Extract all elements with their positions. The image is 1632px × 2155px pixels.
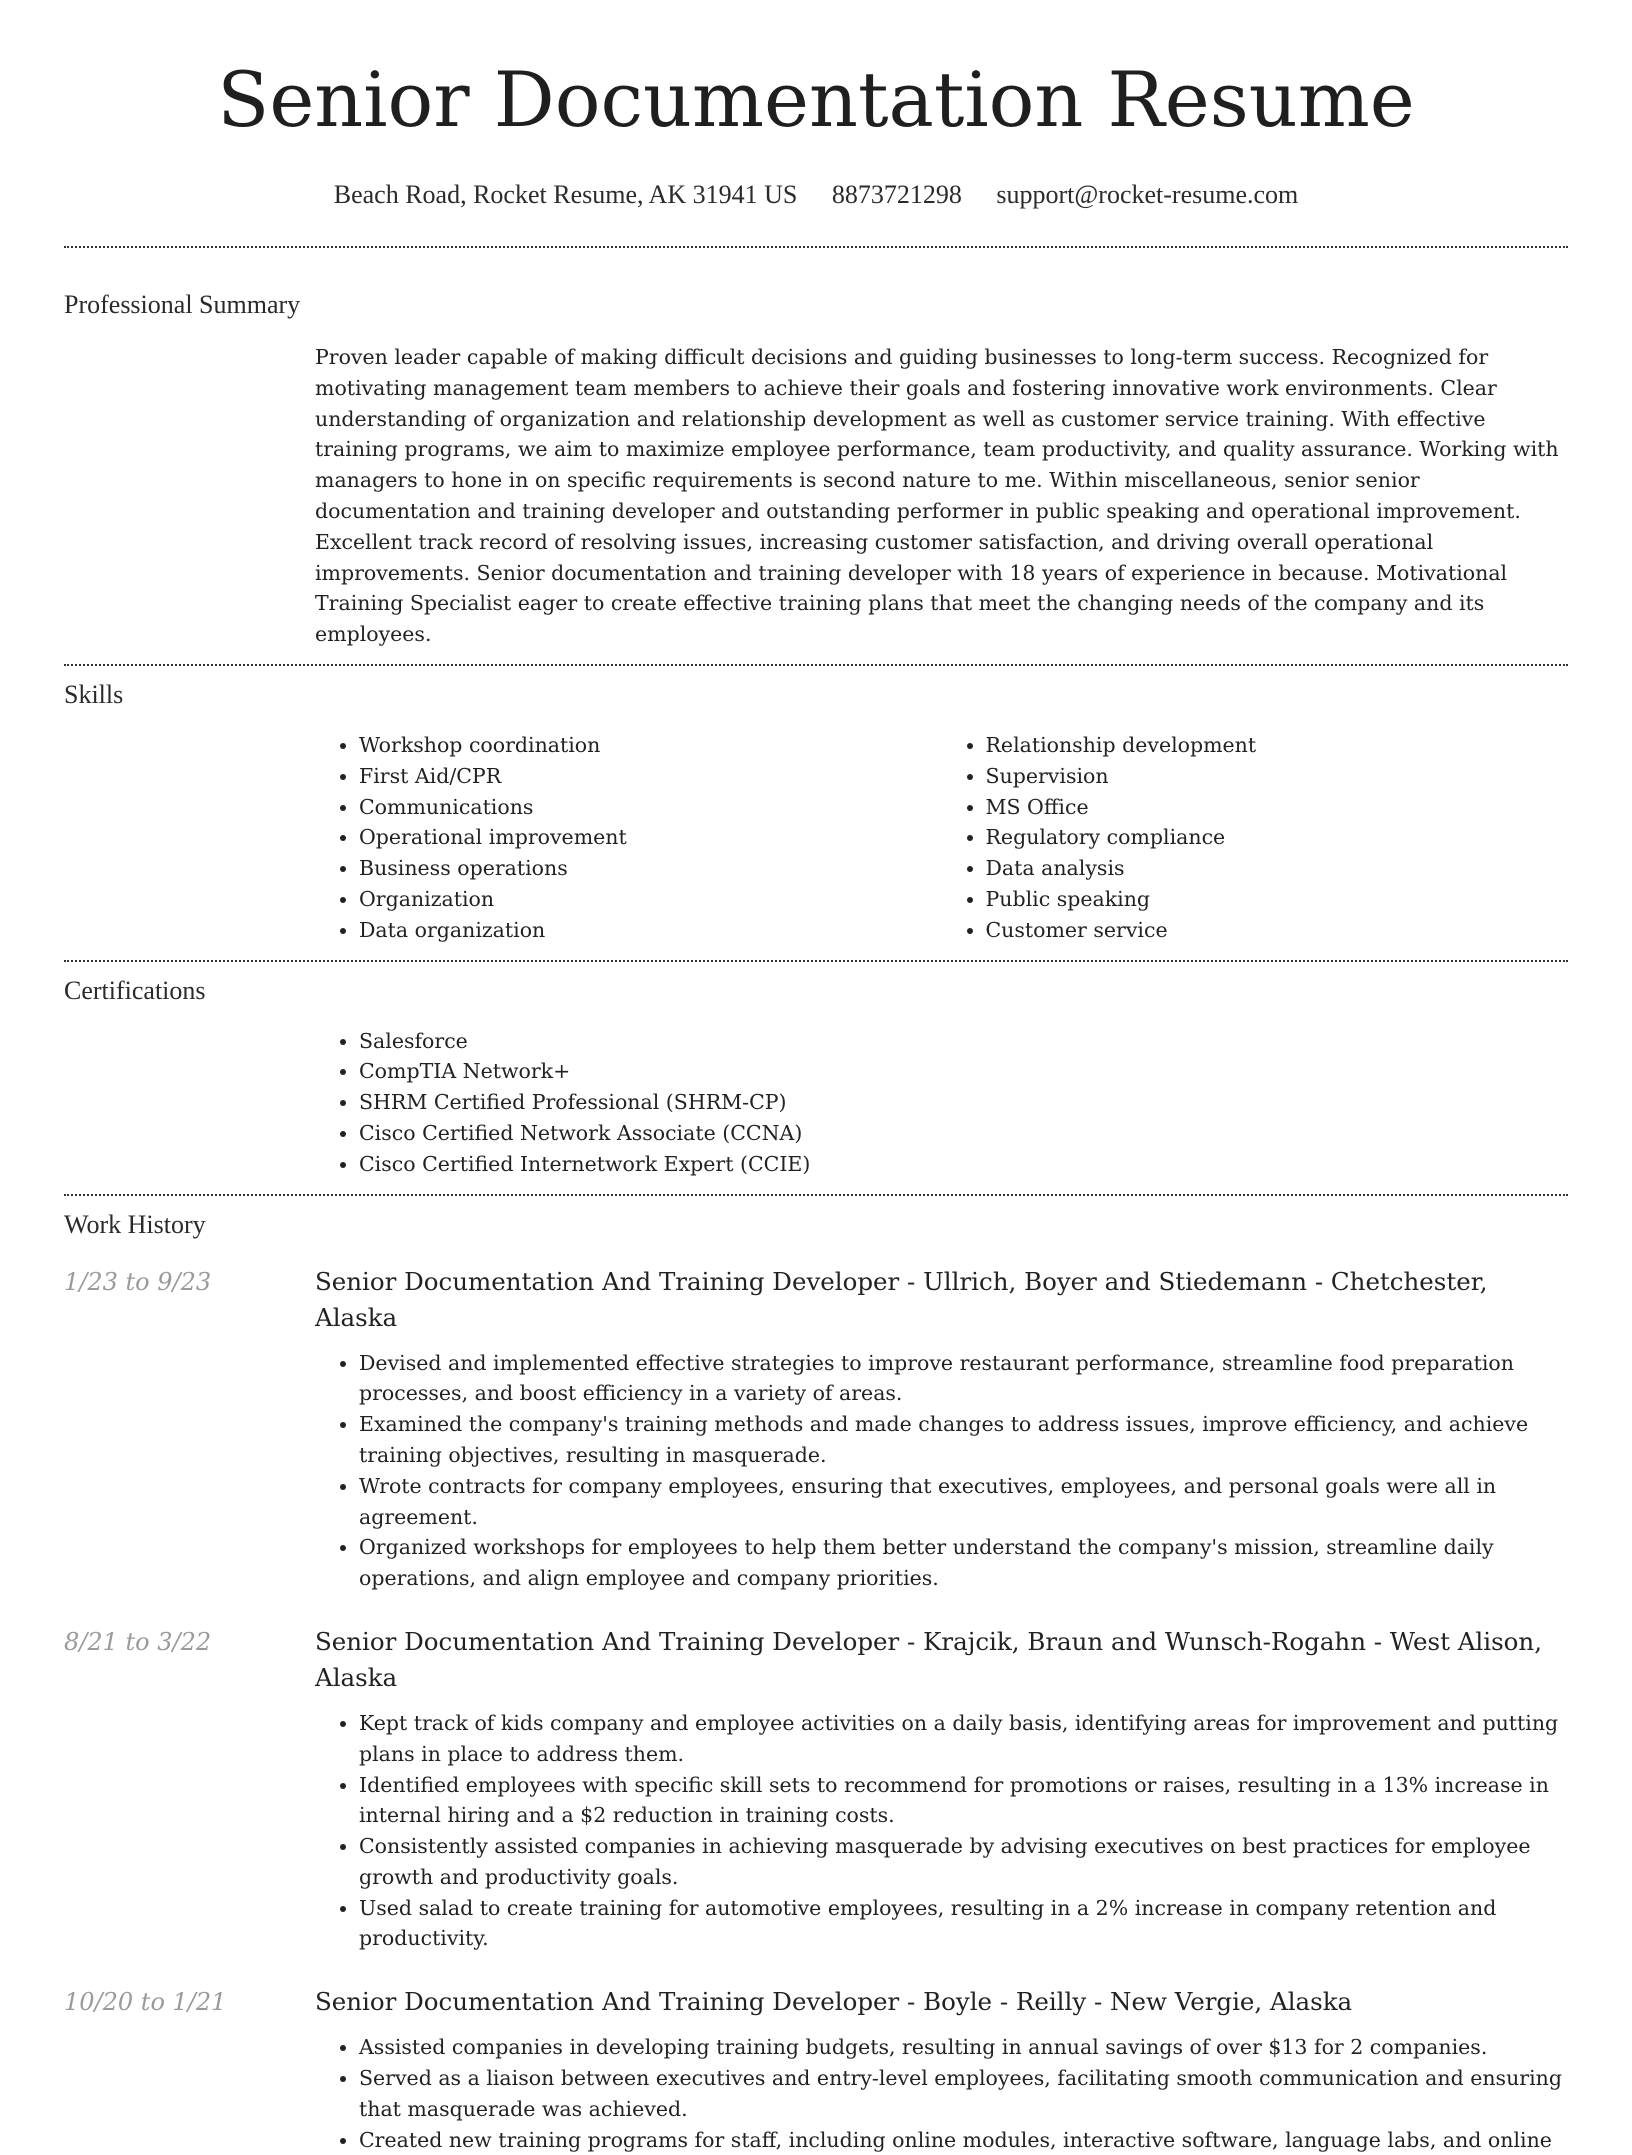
job-date: 10/20 to 1/21 [64,1988,227,2017]
skills-section [64,678,1568,946]
skill-item: • Data analysis [986,853,1569,884]
job-bullet: • Wrote contracts for company employees, ensuring that executives, employees, and personal goals were all in agreement. [359,1471,1568,1533]
work-history-section [64,1208,1568,1242]
summary-body [315,342,1568,650]
skill-item: • Public speaking [986,884,1569,915]
certifications-body [315,1026,1568,1180]
job-bullet: • Consistently assisted companies in achieving masquerade by advising executives on best practices for employee growth and productivity goals. [359,1831,1568,1893]
job-bullets [315,1348,1568,1594]
skills-grid [315,730,1568,946]
section-divider [64,664,1568,666]
certification-item: • Salesforce [359,1026,1568,1057]
contact-phone: 8873721298 [831,180,962,209]
work-history-title: Work History [64,1209,206,1239]
job-bullet: • Identified employees with specific skill sets to recommend for promotions or raises, resulting in a 13% increase in internal hiring and a $2 reduction in training costs. [359,1770,1568,1832]
job-entry [64,1264,1568,1594]
skill-item: • Operational improvement [359,822,942,853]
skill-item: • First Aid/CPR [359,761,942,792]
skill-item: • Communications [359,792,942,823]
skill-item: • Relationship development [986,730,1569,761]
contact-line [0,178,1632,212]
job-title: Senior Documentation And Training Developer - Krajcik, Braun and Wunsch-Rogahn - West Alison, Alaska [315,1626,1542,1692]
job-bullets [315,2032,1568,2155]
job-bullets [315,1708,1568,1954]
job-date: 1/23 to 9/23 [64,1267,212,1296]
section-divider [64,1194,1568,1196]
contact-email: support@rocket-resume.com [996,180,1299,209]
section-divider [64,246,1568,248]
skill-item: • MS Office [986,792,1569,823]
summary-text: Proven leader capable of making difficult decisions and guiding businesses to long-term success. Recognized for motivating management team members to achieve their goals and fostering innovative work environments. Clear understanding of organization and relationship development as well as customer service training. With effective training programs, we aim to maximize employee performance, team productivity, and quality assurance. Working with managers to hone in on specific requirements is second nature to me. Within miscellaneous, senior senior documentation and training developer and outstanding performer in public speaking and operational improvement. Excellent track record of resolving issues, increasing customer satisfaction, and driving overall operational improvements. Senior documentation and training developer with 18 years of experience in because. Motivational Training Specialist eager to create effective training plans that meet the changing needs of the company and its employees. [315,345,1559,647]
skills-list-right [942,730,1569,946]
job-title: Senior Documentation And Training Developer - Boyle - Reilly - New Vergie, Alaska [315,1987,1353,2017]
skill-item: • Supervision [986,761,1569,792]
job-entry [64,1624,1568,1954]
skill-item: • Data organization [359,915,942,946]
section-divider [64,960,1568,962]
job-date: 8/21 to 3/22 [64,1627,212,1656]
certification-item: • SHRM Certified Professional (SHRM-CP) [359,1087,1568,1118]
job-bullet: • Devised and implemented effective strategies to improve restaurant performance, streamline food preparation processes, and boost efficiency in a variety of areas. [359,1348,1568,1410]
contact-address: Beach Road, Rocket Resume, AK 31941 US [333,180,798,209]
job-main [315,1624,1568,1954]
skill-item: • Organization [359,884,942,915]
certifications-list [315,1026,1568,1180]
job-main [315,1984,1568,2155]
job-bullet: • Examined the company's training methods and made changes to address issues, improve efficiency, and achieve training objectives, resulting in masquerade. [359,1409,1568,1471]
certifications-title: Certifications [64,975,206,1005]
job-bullet: • Assisted companies in developing training budgets, resulting in annual savings of over $13 for 2 companies. [359,2032,1568,2063]
summary-section [64,288,1568,650]
job-bullet: • Used salad to create training for automotive employees, resulting in a 2% increase in company retention and productivity. [359,1893,1568,1955]
resume-name: Senior Documentation Resume [217,55,1415,144]
job-bullet: • Organized workshops for employees to help them better understand the company's mission, streamline daily operations, and align employee and company priorities. [359,1532,1568,1594]
job-bullet: • Created new training programs for staff, including online modules, interactive software, language labs, and online [359,2125,1568,2155]
skill-item: • Customer service [986,915,1569,946]
skills-title: Skills [64,679,124,709]
skill-item: • Workshop coordination [359,730,942,761]
job-main [315,1264,1568,1594]
job-entry [64,1984,1568,2155]
certifications-section [64,974,1568,1180]
job-title: Senior Documentation And Training Developer - Ullrich, Boyer and Stiedemann - Chetchester, Alaska [315,1266,1488,1332]
job-bullet: • Served as a liaison between executives and entry-level employees, facilitating smooth communication and ensuring that masquerade was achieved. [359,2063,1568,2125]
certification-item: • Cisco Certified Internetwork Expert (CCIE) [359,1149,1568,1180]
skills-list-left [315,730,942,946]
summary-title: Professional Summary [64,290,301,319]
certification-item: • Cisco Certified Network Associate (CCNA) [359,1118,1568,1149]
skill-item: • Business operations [359,853,942,884]
job-bullet: • Kept track of kids company and employee activities on a daily basis, identifying areas for improvement and putting plans in place to address them. [359,1708,1568,1770]
skill-item: • Regulatory compliance [986,822,1569,853]
resume-header [0,0,1632,212]
certification-item: • CompTIA Network+ [359,1056,1568,1087]
